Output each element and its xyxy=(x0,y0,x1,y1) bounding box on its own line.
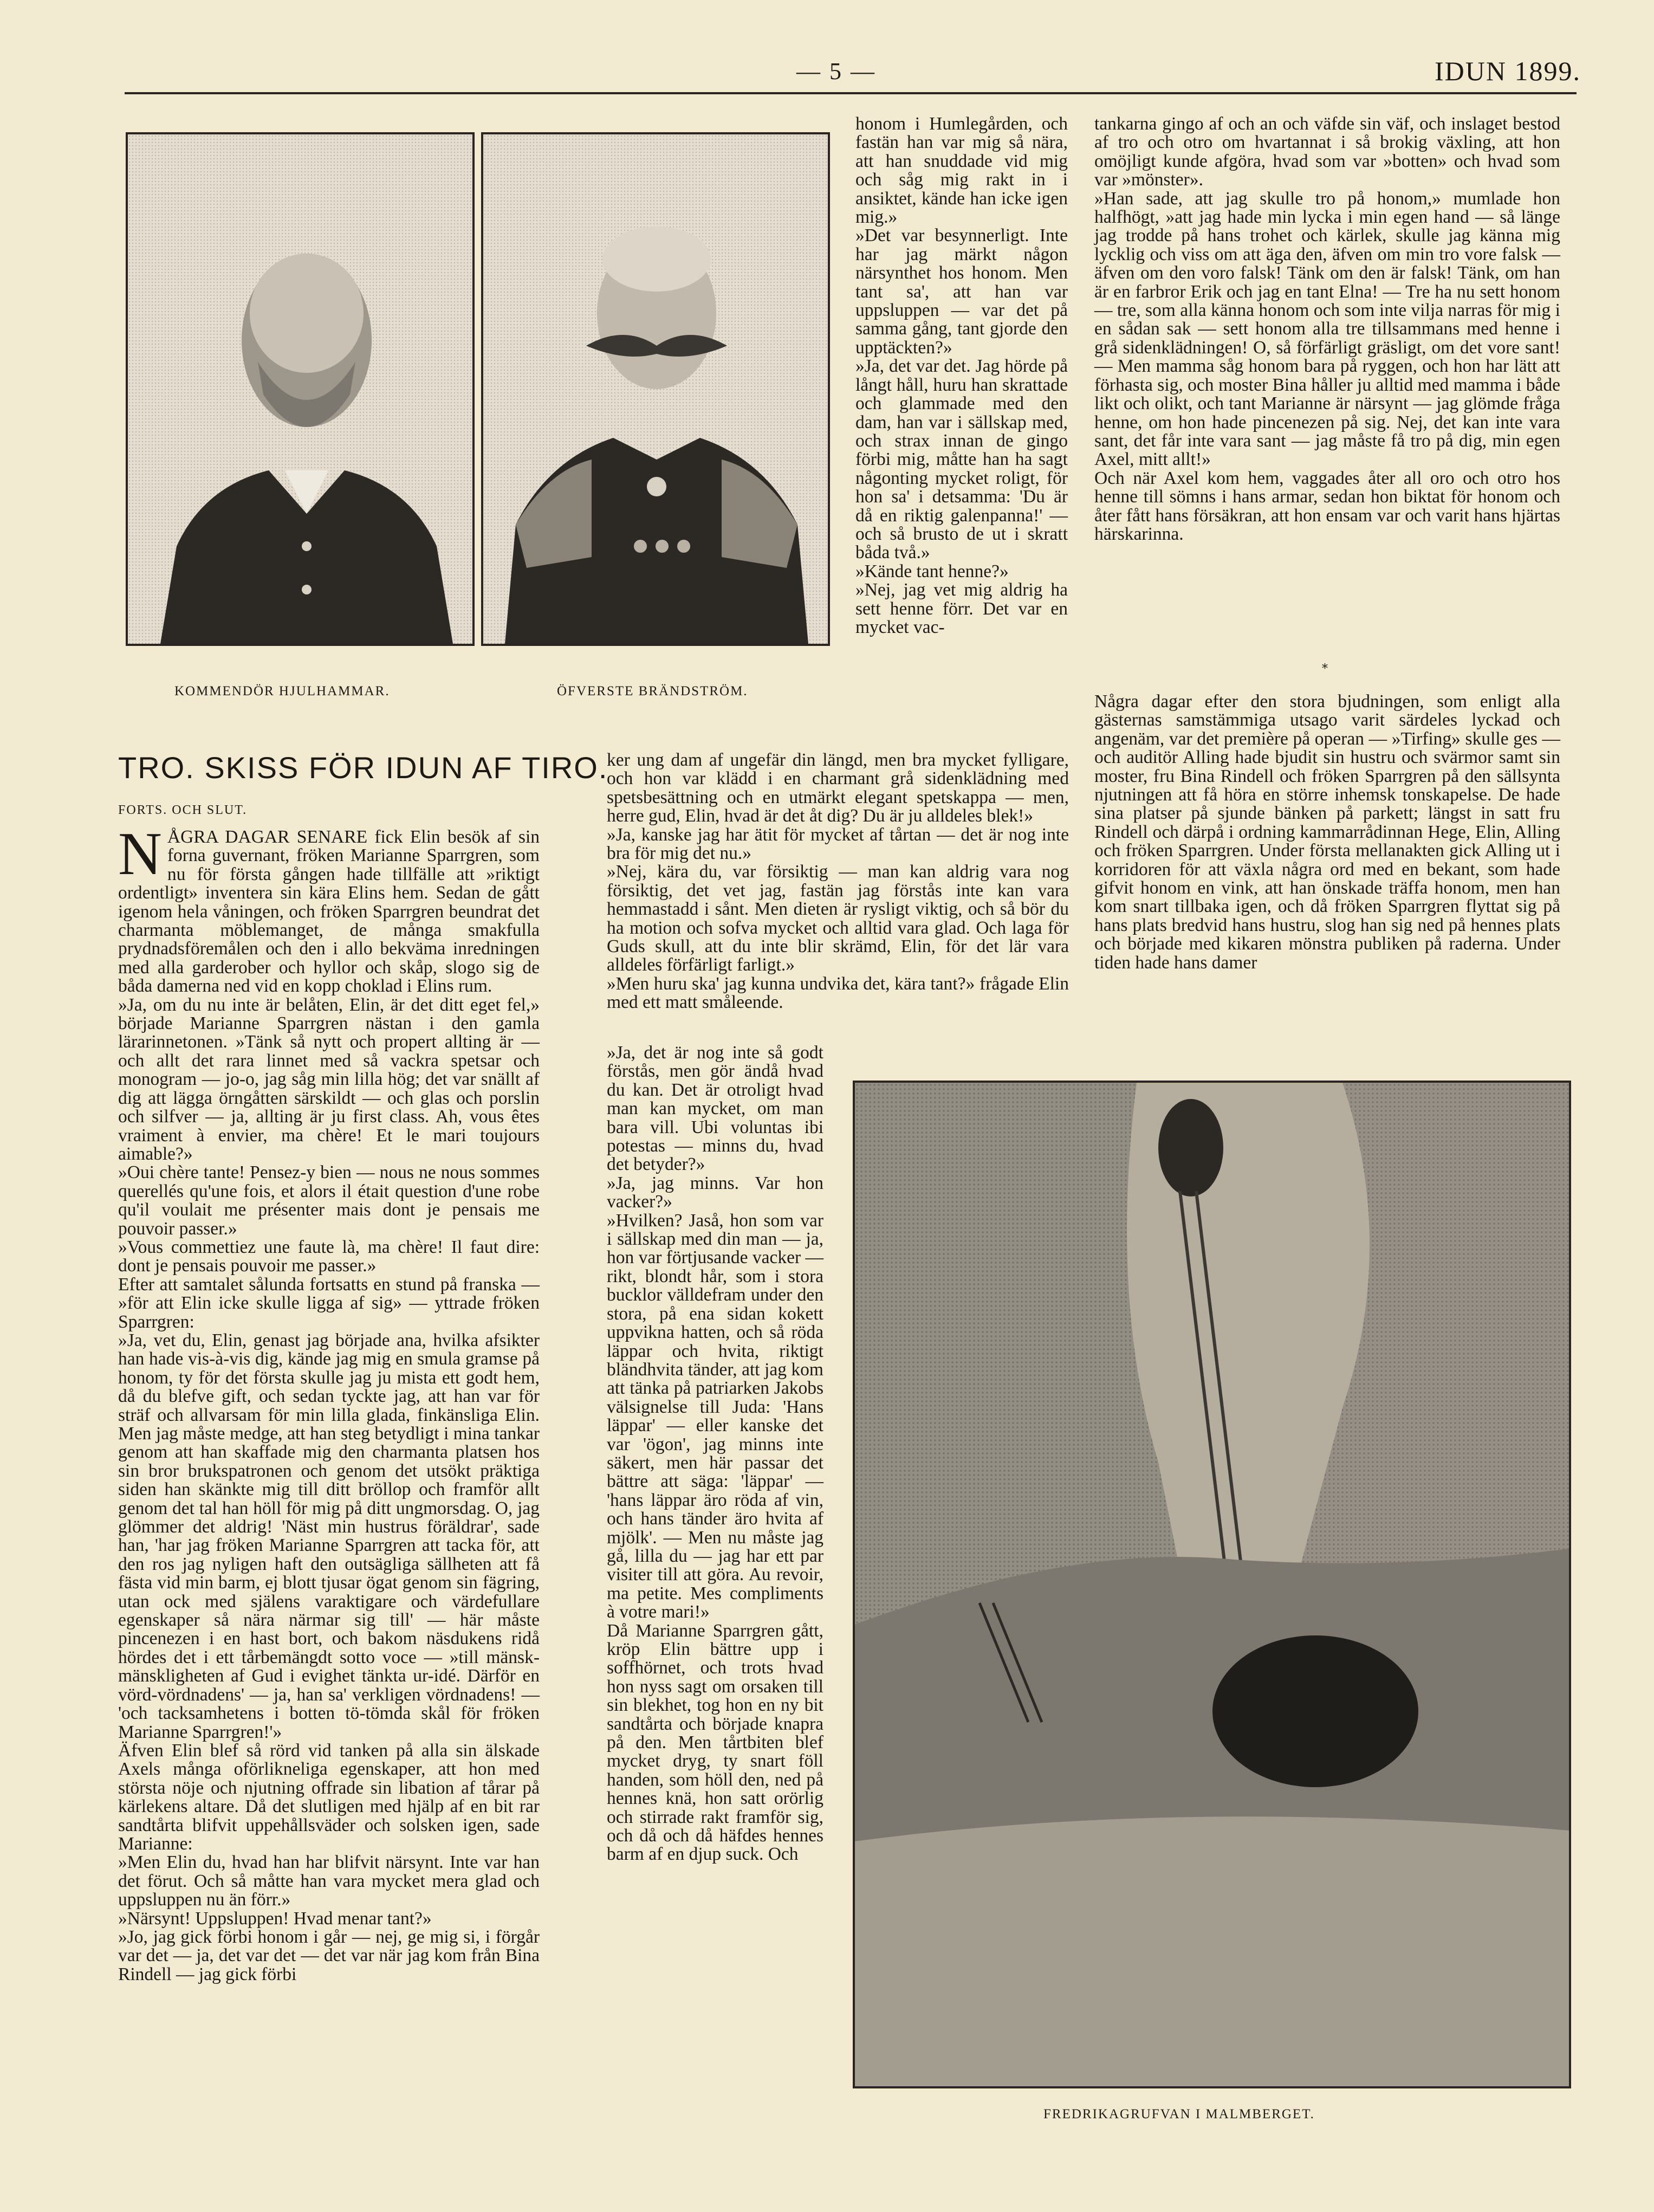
mine-photo-image xyxy=(855,1083,1569,2086)
article-column-3-bottom: Några dagar efter den stora bjudningen, som enligt alla gästernas samstämmiga utsago varit särdeles lyckad och angenäm, var det première på operan — »Tirfing» skulle ges — och auditör Alling hade bjudit sin hustru och svärmor samt sin moster, fru Bina Rindell och fröken Sparrgren på den sällsynta njutningen att få höra en större inhemsk tonskapelse. De hade sina platser på sjunde bänken på parkett; längst in satt fru Rindell och därpå i ordning kammarrådinnan Hege, Elin, Alling och fröken Sparrgren. Under första mellanakten gick Alling ut i korridoren för att växla några ord med en bekant, som hade gifvit honom en vink, att han önskade träffa honom, men han kom snart tillbaka igen, och då fröken Sparrgren flyttat sig på hans plats bredvid hans hustru, slog han sig ned på hennes plats och började med kikaren mönstra publiken på raderna. Under tiden hade hans damer xyxy=(1094,691,1560,973)
header-rule xyxy=(125,92,1577,94)
page-number: — 5 — xyxy=(796,58,876,85)
article-column-1 xyxy=(118,820,540,1984)
portrait-caption-2: ÖFVERSTE BRÄNDSTRÖM. xyxy=(557,684,748,698)
article-first-line: ÅGRA DAGAR SENARE fick Elin besök af xyxy=(167,827,511,847)
portrait-hjulhammar xyxy=(126,132,475,646)
article-column-2-bottom: »Ja, det är nog inte så godt förstås, men gör ändå hvad du kan. Det är otroligt hvad man kan mycket, om man bara vill. Ubi voluntas ibi potestas — minns du, hvad det betyder?» »Ja, jag minns. Var hon vacker?» »Hvilken? Jaså, hon som var i sällskap med din man — ja, hon var förtjusande vacker — rikt, blondt hår, som i stora bucklor välldefram under den stora, på ena sidan kokett uppvikna hatten, och så röda läppar och hvita, riktigt bländhvita tänder, att jag kom att tänka på patriarken Jakobs välsignelse till Juda: 'Hans läppar' — eller kanske det var 'ögon', jag minns inte säkert, men här passar det bättre att säga: 'läppar' — 'hans läppar äro röda af vin, och hans tänder äro hvita af mjölk'. — Men nu måste jag gå, lilla du — jag har ett par visiter till att göra. Au revoir, ma petite. Mes compliments à votre mari!» Då Marianne Sparrgren gått, kröp Elin bättre upp i soffhörnet, och trots hvad hon nyss sagt om orsaken till sin blekhet, tog hon en ny bit sandtårta och började knapra på den. Men tårtbiten blef mycket dryg, ty snart föll handen, som höll den, ned på hennes knä, hon satt orörlig och stirrade rakt framför sig, och då och då häfdes hennes barm af en djup suck. Och xyxy=(607,1043,823,1865)
portrait-hjulhammar-image xyxy=(128,134,472,644)
mine-photo xyxy=(853,1081,1571,2088)
portrait-caption-1: KOMMENDÖR HJULHAMMAR. xyxy=(174,684,390,698)
article-col1-text: sin forna guvernant, fröken Marianne Sparrgren, som nu för första gången hade tillfälle att »riktigt ordentligt» inventera sin kära Elins hem. Sedan de gått igenom hela våningen, och fröken Sparrgren beundrat det charmanta möblemanget, de många smakfulla prydnadsföremålen och den i allo bekväma inredningen med alla garderober och hyllor och skåp, slogo sig de båda damerna ned vid en kopp choklad i Elins rum. »Ja, om du nu inte är belåten, Elin, är det ditt eget fel,» började Marianne Sparrgren nästan i den gamla lärarinnetonen. »Tänk så nytt och propert allting är — och allt det rara linnet med så vackra spetsar och monogram — jo-o, jag såg min lilla hög; det var snällt af dig att lägga örngåtten särskildt — och glas och porslin och silfver — ja, allting är ju first class. Ah, vous êtes vraiment à envier, ma chère! Et le mari toujours aimable?» »Oui chère tante! Pensez-y bien — nous ne nous sommes querellés qu'une fois, et alors il était question d'une robe qu'il voulait me présenter mais dont je pensais me pouvoir passer.» »Vous commettiez une faute là, ma chère! Il faut dire: dont je pensais pouvoir me passer.» Efter att samtalet sålunda fortsatts en stund på franska — »för att Elin icke skulle ligga af sig» — yttrade fröken Sparrgren: »Ja, vet du, Elin, genast jag började ana, hvilka afsikter han hade vis-à-vis dig, kände jag mig en smula gramse på honom, ty för det första skulle jag ju mista ett godt hem, då du blefve gift, och sedan tyckte jag, att han var för sträf och allvarsam för min lilla glada, finkänsliga Elin. Men jag måste medge, att han steg betydligt i mina tankar genom att han skaffade mig den charmanta platsen hos sin bror brukspatronen och genom det utsökt präktiga siden han skänkte mig till ditt bröllop och framför allt genom det tal han höll för mig på ditt ungmorsdag. O, jag glömmer det aldrig! 'Näst min hustrus föräldrar', sade han, 'har jag fröken Marianne Sparrgren att tacka för, att den ros jag nyligen haft den outsägliga sällheten att få fästa vid min barm, ej blott tjusar ögat genom sin fägring, utan ock med själens varaktigare och värdefullare egenskaper så nära närmar sig till' — här måste pincenezen i en hast bort, och bakom näsdukens ridå hördes det i ett tårbemängdt sotto voce — »till mänsk-mänskligheten af Gud i evighet tänkta ur-idé. Därför en vörd-vördnadens' — ja, han sa' verkligen vördnadens! — 'och tacksamhetens i botten tö-tömda skål för fröken Marianne Sparrgren!'» Äfven Elin blef så rörd vid tanken på alla sin älskade Axels många oförlikneliga egenskaper, att hon med största nöje och njutning offrade sin libation af tårar på kärlekens altare. Då det slutligen med hjälp af en bit rar sandtårta blifvit uppehållsväder och solsken igen, sade Marianne: »Men Elin du, hvad han har blifvit närsynt. Inte var han det förut. Och så måtte han vara mycket mera glad och uppsluppen nu än förr.» »Närsynt! Uppsluppen! Hvad menar tant?» »Jo, jag gick förbi honom i går — nej, ge mig si, i förgår var det — ja, det var det — det var när jag kom från Bina Rindell — jag gick förbi xyxy=(118,827,540,1984)
article-title: TRO. SKISS FÖR IDUN AF TIRO. xyxy=(118,751,608,785)
article-column-2-wide: ker ung dam af ungefär din längd, men bra mycket fylligare, och hon var klädd i en charmant grå sidenklädning med spetsbesättning och en utmärkt elegant spetskappa — men, herre gud, Elin, hvad är det åt dig? Du är ju alldeles blek!» »Ja, kanske jag har ätit för mycket af tårtan — det är nog inte bra för mig det nu.» »Nej, kära du, var försiktig — man kan aldrig vara nog försiktig, det vet jag, fastän jag förstås inte kan vara hemmastadd i sånt. Men dieten är rysligt viktig, och så bör du ha motion och sofva mycket och alltid vara glad. Och laga för Guds skull, att du inte blir skrämd, Elin, för det lär vara alldeles förfärligt farligt.» »Men huru ska' jag kunna undvika det, kära tant?» frågade Elin med ett matt småleende. xyxy=(607,750,1069,1013)
drop-cap: N xyxy=(118,820,162,888)
article-column-3-top: tankarna gingo af och an och väfde sin väf, och inslaget bestod af tro och otro om hvartannat i så brokig växling, att hon omöjligt kunde afgöra, hvad som var »botten» och hvad som var »mönster». »Han sade, att jag skulle tro på honom,» mumlade hon halfhögt, »att jag hade min lycka i min egen hand — så länge jag trodde på hans trohet och kärlek, skulle jag känna mig lycklig och viss om att äga den, äfven om min tro vore falsk — äfven om den voro falsk! Tänk om den är falsk! Tänk, om han är en farbror Erik och jag en tant Elna! — Tre ha nu sett honom — tre, som alla känna honom och som inte vilja narras för mig i en sådan sak — sett honom alla tre tillsammans med henne i grå sidenklädningen! O, så förfärligt gräsligt, om det vore sant! — Men mamma såg honom bara på ryggen, och hon har lätt att förhasta sig, och moster Bina håller ju alltid med mamma i både likt och olikt, och tant Marianne är närsynt — jag glömde fråga henne, om hon hade pincenezen på sig. Nej, det kan inte vara sant, det får inte vara sant — jag måste få tro på dig, min egen Axel, mitt allt!» Och när Axel kom hem, vaggades åter all oro och otro hos henne till sömns i hans armar, sedan hon biktat för honom och åter fått hans försäkran, att hon ensam var och varit hans hjärtas härskarinna. xyxy=(1094,114,1560,544)
portrait-brandstrom xyxy=(481,132,830,646)
mine-photo-caption: FREDRIKAGRUFVAN I MALMBERGET. xyxy=(1043,2107,1315,2122)
portrait-brandstrom-image xyxy=(483,134,828,644)
journal-title: IDUN 1899. xyxy=(1435,56,1581,86)
article-subtitle: FORTS. OCH SLUT. xyxy=(118,803,248,817)
section-separator: * xyxy=(1322,662,1328,676)
article-column-2-top: honom i Humlegården, och fastän han var mig så nära, att han snuddade vid mig och såg mig rakt in i ansiktet, kände han icke igen mig.» »Det var besynnerligt. Inte har jag märkt någon närsynthet hos honom. Men tant sa', att han var uppsluppen — var det på samma gång, tant gjorde den upptäckten?» »Ja, det var det. Jag hörde på långt håll, huru han skrattade och glammade med den dam, han var i sällskap med, och strax innan de gingo förbi mig, måtte han ha sagt någonting mycket roligt, för hon sa' i detsamma: 'Du är då en riktig galenpanna!' — och så brusto de ut i skratt båda två.» »Kände tant henne?» »Nej, jag vet mig aldrig ha sett henne förr. Det var en mycket vac- xyxy=(855,114,1068,637)
